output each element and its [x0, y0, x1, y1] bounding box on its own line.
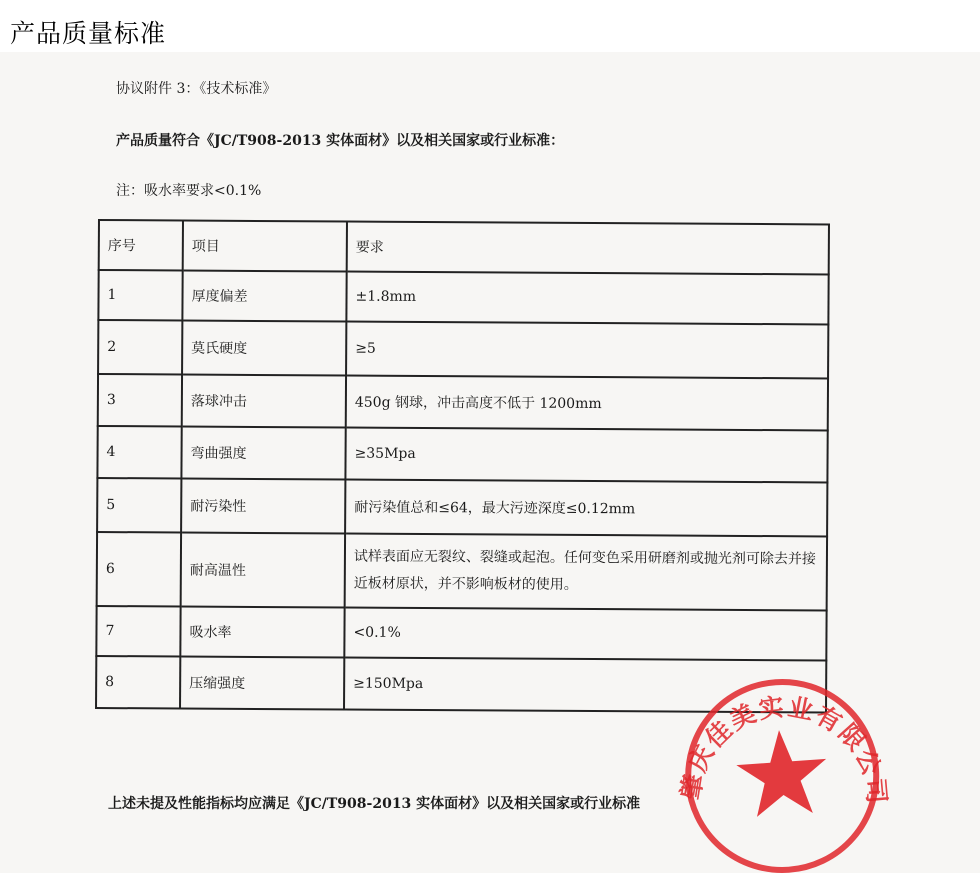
header-cell: 序号 [99, 220, 183, 271]
footer-line: 上述未提及性能指标均应满足《JC/T908-2013 实体面材》以及相关国家或行业标准 [108, 796, 641, 812]
row-item: 吸水率 [180, 607, 344, 658]
row-item: 耐高温性 [181, 533, 345, 608]
header-cell: 项目 [183, 221, 347, 272]
table-row [97, 426, 827, 482]
table-header-row [99, 220, 829, 274]
row-requirement: 试样表面应无裂纹、裂缝或起泡。任何变色采用研磨剂或抛光剂可除去并接近板材原状，并不影响板材的使用。 [345, 534, 827, 611]
row-number: 8 [96, 656, 180, 709]
row-number: 6 [97, 532, 181, 607]
table-row [98, 270, 828, 324]
row-number: 4 [97, 426, 181, 479]
row-requirement: 450g 钢球，冲击高度不低于 1200mm [346, 376, 828, 431]
row-item: 厚度偏差 [182, 271, 346, 322]
table-row [96, 606, 826, 660]
standards-table [95, 219, 830, 713]
table-row [97, 532, 827, 610]
seal-text-path: 肇庆佳美实业有限公司 [676, 692, 892, 807]
note-line: 注：吸水率要求<0.1% [116, 183, 262, 199]
row-requirement: ≥35Mpa [345, 428, 827, 483]
row-requirement: 耐污染值总和≤64，最大污迹深度≤0.12mm [345, 480, 827, 537]
row-number: 5 [97, 478, 181, 533]
row-item: 落球冲击 [182, 375, 346, 428]
row-number: 3 [98, 374, 182, 427]
compliance-line: 产品质量符合《JC/T908-2013 实体面材》以及相关国家或行业标准： [116, 133, 565, 149]
row-requirement: ±1.8mm [346, 272, 828, 325]
row-item: 弯曲强度 [181, 427, 345, 480]
row-requirement: ≥5 [346, 322, 828, 379]
row-requirement: ≥150Mpa [344, 658, 826, 713]
row-number: 1 [98, 270, 182, 321]
row-item: 耐污染性 [181, 479, 345, 534]
row-item: 压缩强度 [180, 657, 344, 710]
star-icon [734, 727, 830, 818]
table-row [97, 478, 827, 536]
table-row [98, 374, 828, 430]
attachment-line: 协议附件 3：《技术标准》 [116, 81, 277, 97]
row-requirement: <0.1% [344, 608, 826, 661]
row-number: 2 [98, 320, 182, 375]
table-row [98, 320, 828, 378]
page-title: 产品质量标准 [10, 19, 167, 48]
header-cell: 要求 [347, 222, 829, 275]
company-seal [665, 661, 899, 885]
row-number: 7 [96, 606, 180, 657]
row-item: 莫氏硬度 [182, 321, 346, 376]
